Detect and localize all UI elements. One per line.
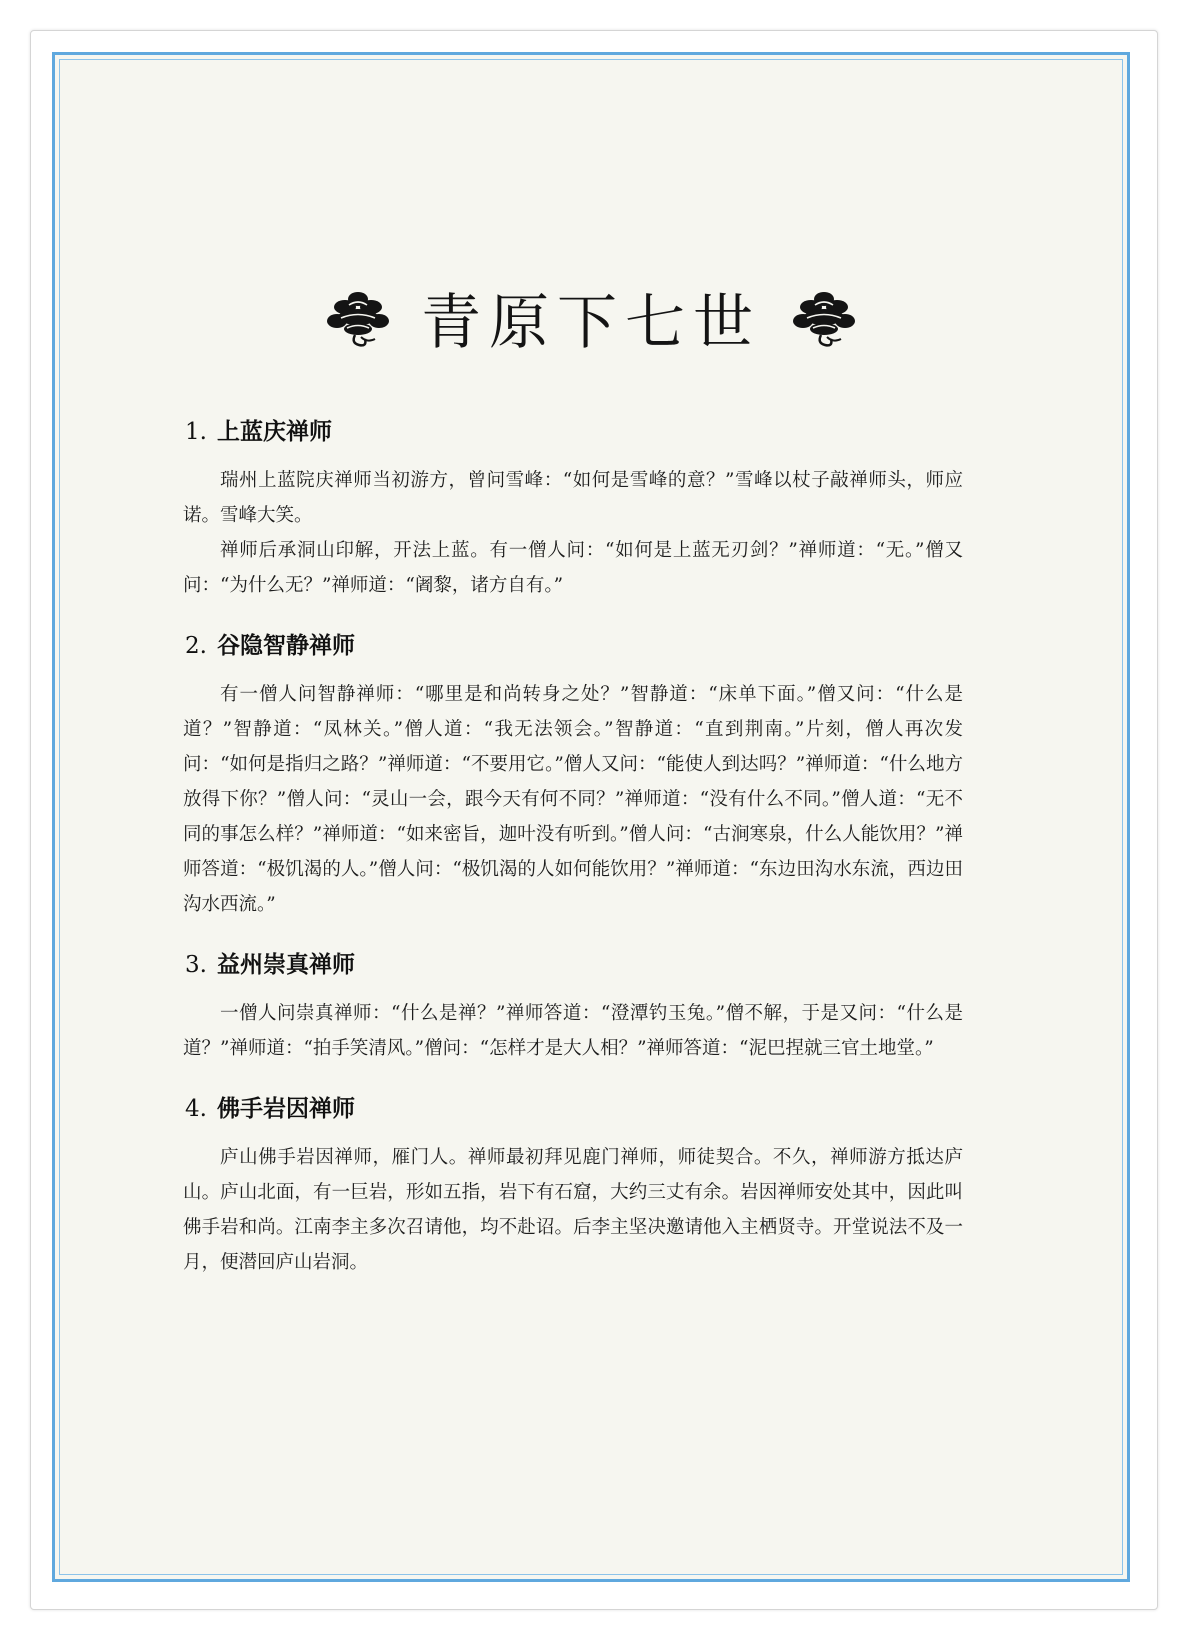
- section-4: [183, 1092, 963, 1280]
- section-3: [183, 948, 963, 1066]
- section-title: 谷隐智静禅师: [216, 632, 355, 659]
- section-title: 上蓝庆禅师: [216, 418, 332, 445]
- page-content: [183, 415, 963, 1306]
- section-heading: [185, 629, 963, 663]
- book-page: [52, 52, 1130, 1582]
- paragraph: 庐山佛手岩因禅师，雁门人。禅师最初拜见鹿门禅师，师徒契合。不久，禅师游方抵达庐山。庐山北面，有一巨岩，形如五指，岩下有石窟，大约三丈有余。岩因禅师安处其中，因此叫佛手岩和尚。江南李主多次召请他，均不赴诏。后李主坚决邀请他入主栖贤寺。开堂说法不及一月，便潜回庐山岩洞。: [183, 1147, 963, 1273]
- section-number: 2.: [185, 633, 207, 659]
- section-heading: [185, 948, 963, 982]
- paragraph: 瑞州上蓝院庆禅师当初游方，曾问雪峰：“如何是雪峰的意？”雪峰以杖子敲禅师头，师应诺。雪峰大笑。: [183, 470, 963, 526]
- section-heading: [185, 1092, 963, 1126]
- section-number: 3.: [185, 952, 207, 978]
- section-title: 益州崇真禅师: [216, 951, 355, 978]
- chapter-title-row: [55, 275, 1127, 361]
- paragraph: 一僧人问崇真禅师：“什么是禅？”禅师答道：“澄潭钓玉兔。”僧不解，于是又问：“什么是道？”禅师道：“拍手笑清风。”僧问：“怎样才是大人相？”禅师答道：“泥巴捏就三官土地堂。”: [183, 1003, 963, 1059]
- chapter-title: 青原下七世: [421, 288, 761, 358]
- paragraph: 禅师后承洞山印解，开法上蓝。有一僧人问：“如何是上蓝无刃剑？”禅师道：“无。”僧又问：“为什么无？”禅师道：“阇黎，诸方自有。”: [183, 540, 963, 596]
- section-number: 4.: [185, 1096, 207, 1122]
- section-1: [183, 415, 963, 603]
- cloud-ornament-icon: [325, 285, 391, 351]
- section-heading: [185, 415, 963, 449]
- section-2: [183, 629, 963, 922]
- section-number: 1.: [185, 419, 207, 445]
- paragraph: 有一僧人问智静禅师：“哪里是和尚转身之处？”智静道：“床单下面。”僧又问：“什么是道？”智静道：“凤林关。”僧人道：“我无法领会。”智静道：“直到荆南。”片刻，僧人再次发问：“如何是指归之路？”禅师道：“不要用它。”僧人又问：“能使人到达吗？”禅师道：“什么地方放得下你？”僧人问：“灵山一会，跟今天有何不同？”禅师道：“没有什么不同。”僧人道：“无不同的事怎么样？”禅师道：“如来密旨，迦叶没有听到。”僧人问：“古涧寒泉，什么人能饮用？”禅师答道：“极饥渴的人。”僧人问：“极饥渴的人如何能饮用？”禅师道：“东边田沟水东流，西边田沟水西流。”: [183, 684, 963, 915]
- cloud-ornament-icon: [791, 285, 857, 351]
- section-title: 佛手岩因禅师: [216, 1095, 355, 1122]
